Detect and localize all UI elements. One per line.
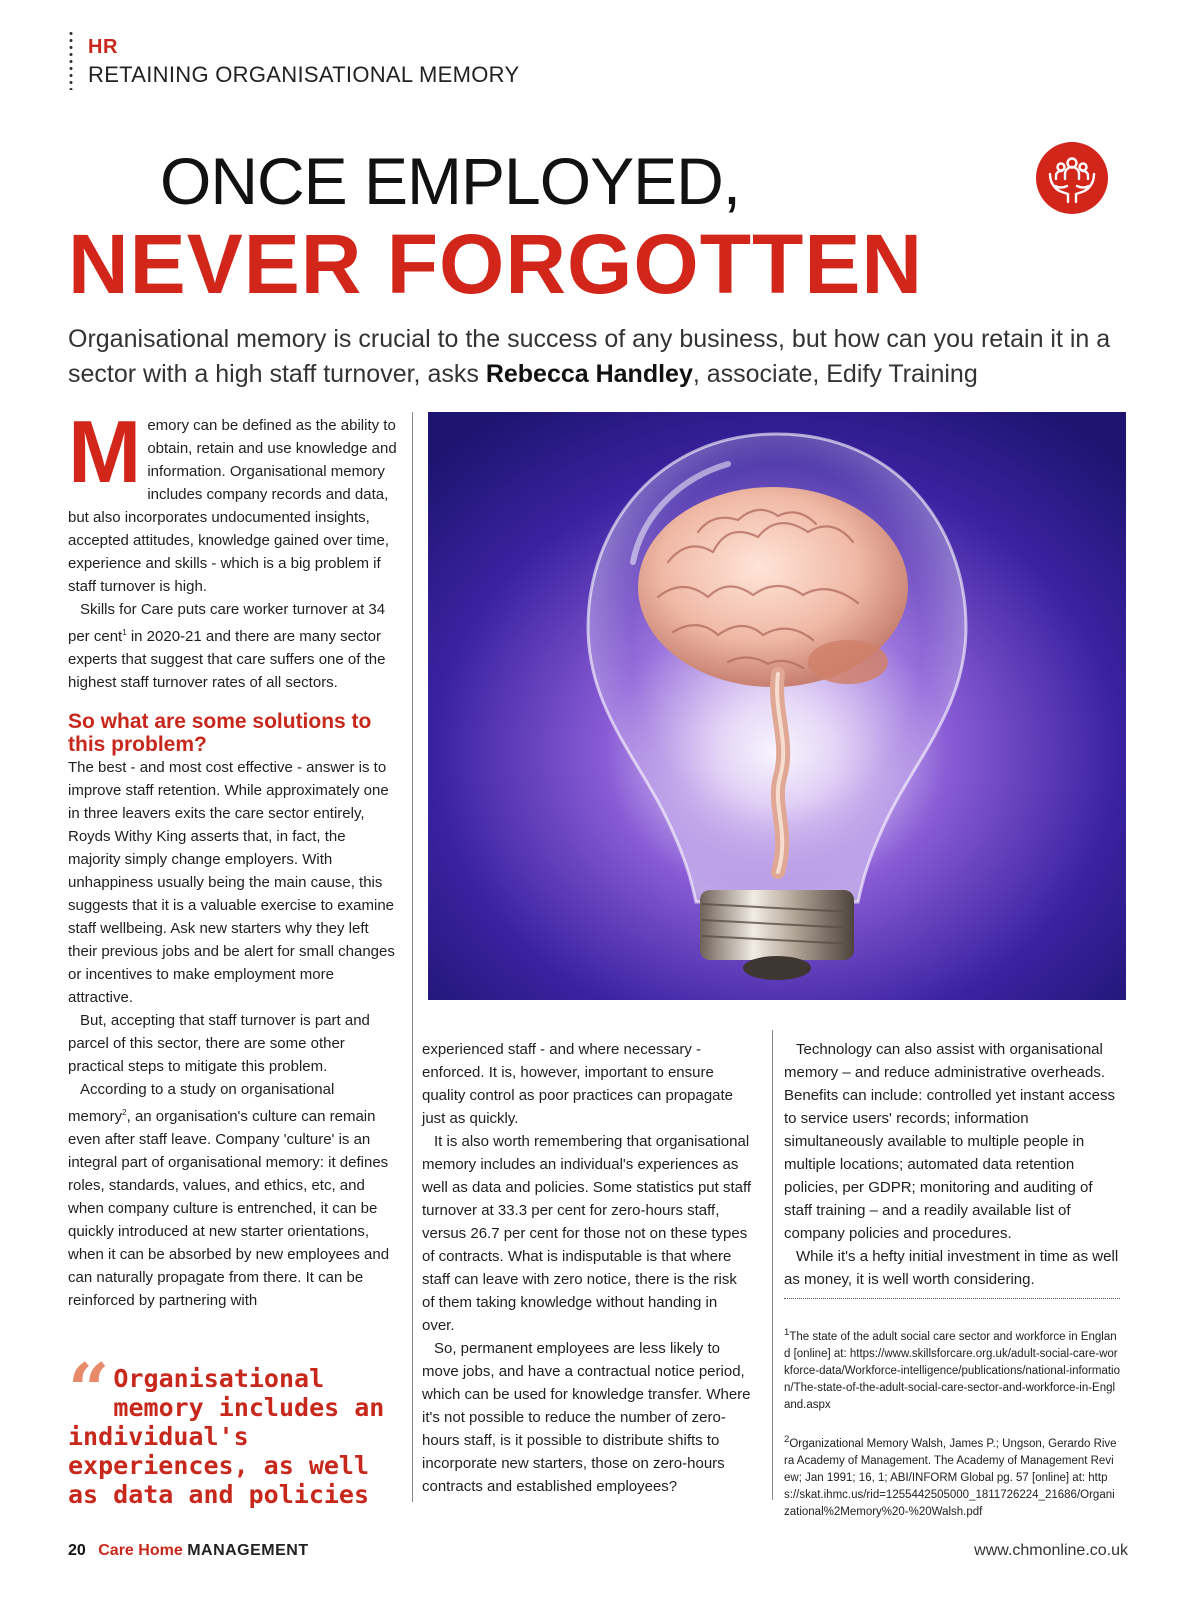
section-header xyxy=(68,30,668,90)
quote-mark-icon: “ xyxy=(68,1347,110,1432)
website-url: www.chmonline.co.uk xyxy=(974,1542,1128,1559)
column-divider xyxy=(772,1030,773,1500)
magazine-name: Care Home xyxy=(98,1542,183,1559)
paragraph: According to a study on organisational memory$^2$, an organisation's culture can remain even after staff leave. Company 'culture' is an integral part of organisational memory: it defines roles, standards, values, and ethics, etc, and when company culture is entrenched, it can be quickly introduced at new starter orientations, when it can be absorbed by new employees and can naturally propagate from there. It can be reinforced by partnering with xyxy=(68,1081,390,1309)
paragraph: Technology can also assist with organisational memory – and reduce administrative overheads. Benefits can include: controlled yet instant access to service users' records; information simultaneously available to multiple people in multiple locations; automated data retention policies, per GDPR; monitoring and auditing of staff training – and a readily available list of company policies and procedures. xyxy=(784,1041,1116,1242)
author-role: , associate, Edify Training xyxy=(692,360,978,388)
people-in-hands-icon xyxy=(1036,142,1108,214)
pull-quote-text: Organisational memory includes an individual's experiences, as well as data and policies xyxy=(68,1364,385,1509)
footnote-divider xyxy=(784,1298,1120,1299)
column-divider xyxy=(412,412,413,1502)
subheading: So what are some solutions to this problem? xyxy=(68,710,372,756)
headline-line2: NEVER FORGOTTEN xyxy=(68,217,924,311)
footnote: $^2$Organizational Memory Walsh, James P.; Ungson, Gerardo Rivera Academy of Management. The Academy of Management Review; Jan 1991; 16, 1; ABI/INFORM Global pg. 57 [online] at: https://skat.ihmc.us/rid=1255442505000_1811726224_21686/Organizational%2Memory%20-%20Walsh.pdf xyxy=(784,1433,1117,1518)
footnote-ref: 1 xyxy=(122,628,127,637)
article-column-2 xyxy=(422,1038,752,1498)
pull-quote xyxy=(68,1347,398,1509)
paragraph: The best - and most cost effective - answer is to improve staff retention. While approximately one in three leavers exits the care sector entirely, Royds Withy King asserts that, in fact, the majority simply change employers. With unhappiness usually being the main cause, this suggests that it is a valuable exercise to examine staff wellbeing. Ask new starters why they left their previous jobs and be alert for small changes or incentives to make employment more attractive. xyxy=(68,759,395,1006)
paragraph: While it's a hefty initial investment in time as well as money, it is well worth considering. xyxy=(784,1248,1119,1288)
section-subtitle: RETAINING ORGANISATIONAL MEMORY xyxy=(88,62,520,87)
dotted-rule xyxy=(68,30,74,90)
page-number: 20 xyxy=(68,1542,86,1559)
paragraph: So, permanent employees are less likely to move jobs, and have a contractual notice period, which can be used for knowledge transfer. Where it's not possible to reduce the number of zero-hours staff, is it possible to distribute shifts to incorporate new starters, those on zero-hours contracts and established employees? xyxy=(422,1340,751,1495)
paragraph: experienced staff - and where necessary - enforced. It is, however, important to ensure quality control as poor practices can propagate just as quickly. xyxy=(422,1041,734,1127)
section-label: HR xyxy=(88,36,118,58)
footnotes xyxy=(784,1324,1120,1538)
article-column-1 xyxy=(68,402,401,1312)
footer-masthead xyxy=(68,1542,309,1560)
author-name: Rebecca Handley xyxy=(485,360,693,388)
paragraph: Memory can be defined as the ability to obtain, retain and use knowledge and information. Organisational memory includes company records and data, but also incorporates undocumented insights, accepted attitudes, knowledge gained over time, experience and skills - which is a big problem if staff turnover is high. xyxy=(68,402,397,595)
standfirst xyxy=(68,322,1148,392)
magazine-name-suffix: MANAGEMENT xyxy=(187,1542,309,1559)
footnote-ref: 2 xyxy=(122,1108,127,1117)
paragraph: It is also worth remembering that organisational memory includes an individual's experiences as well as data and policies. Some statistics put staff turnover at 33.3 per cent for zero-hours staff, versus 26.7 per cent for those not on these types of contracts. What is indisputable is that where staff can leave with zero notice, there is the risk of them taking knowledge without handing in over. xyxy=(422,1133,752,1334)
drop-cap: M xyxy=(68,402,142,501)
paragraph: But, accepting that staff turnover is part and parcel of this sector, there are some other practical steps to mitigate this problem. xyxy=(68,1012,370,1075)
standfirst-text: Organisational memory is crucial to the success of any business, but how can you retain it in a sector with a high staff turnover, asks xyxy=(68,325,1111,388)
brain-lightbulb-image xyxy=(428,412,1126,1000)
paragraph: Skills for Care puts care worker turnover at 34 per cent$^1$ in 2020-21 and there are many sector experts that suggest that care suffers one of the highest staff turnover rates of all sectors. xyxy=(68,601,386,691)
footnote: $^1$The state of the adult social care sector and workforce in England [online] at: https://www.skillsforcare.org.uk/adult-social-care-workforce-data/Workforce-intelligence/publications/national-information/The-state-of-the-adult-social-care-sector-and-workforce-in-England.aspx xyxy=(784,1327,1121,1411)
headline-line1: ONCE EMPLOYED, xyxy=(160,144,741,218)
article-column-3 xyxy=(784,1038,1120,1291)
